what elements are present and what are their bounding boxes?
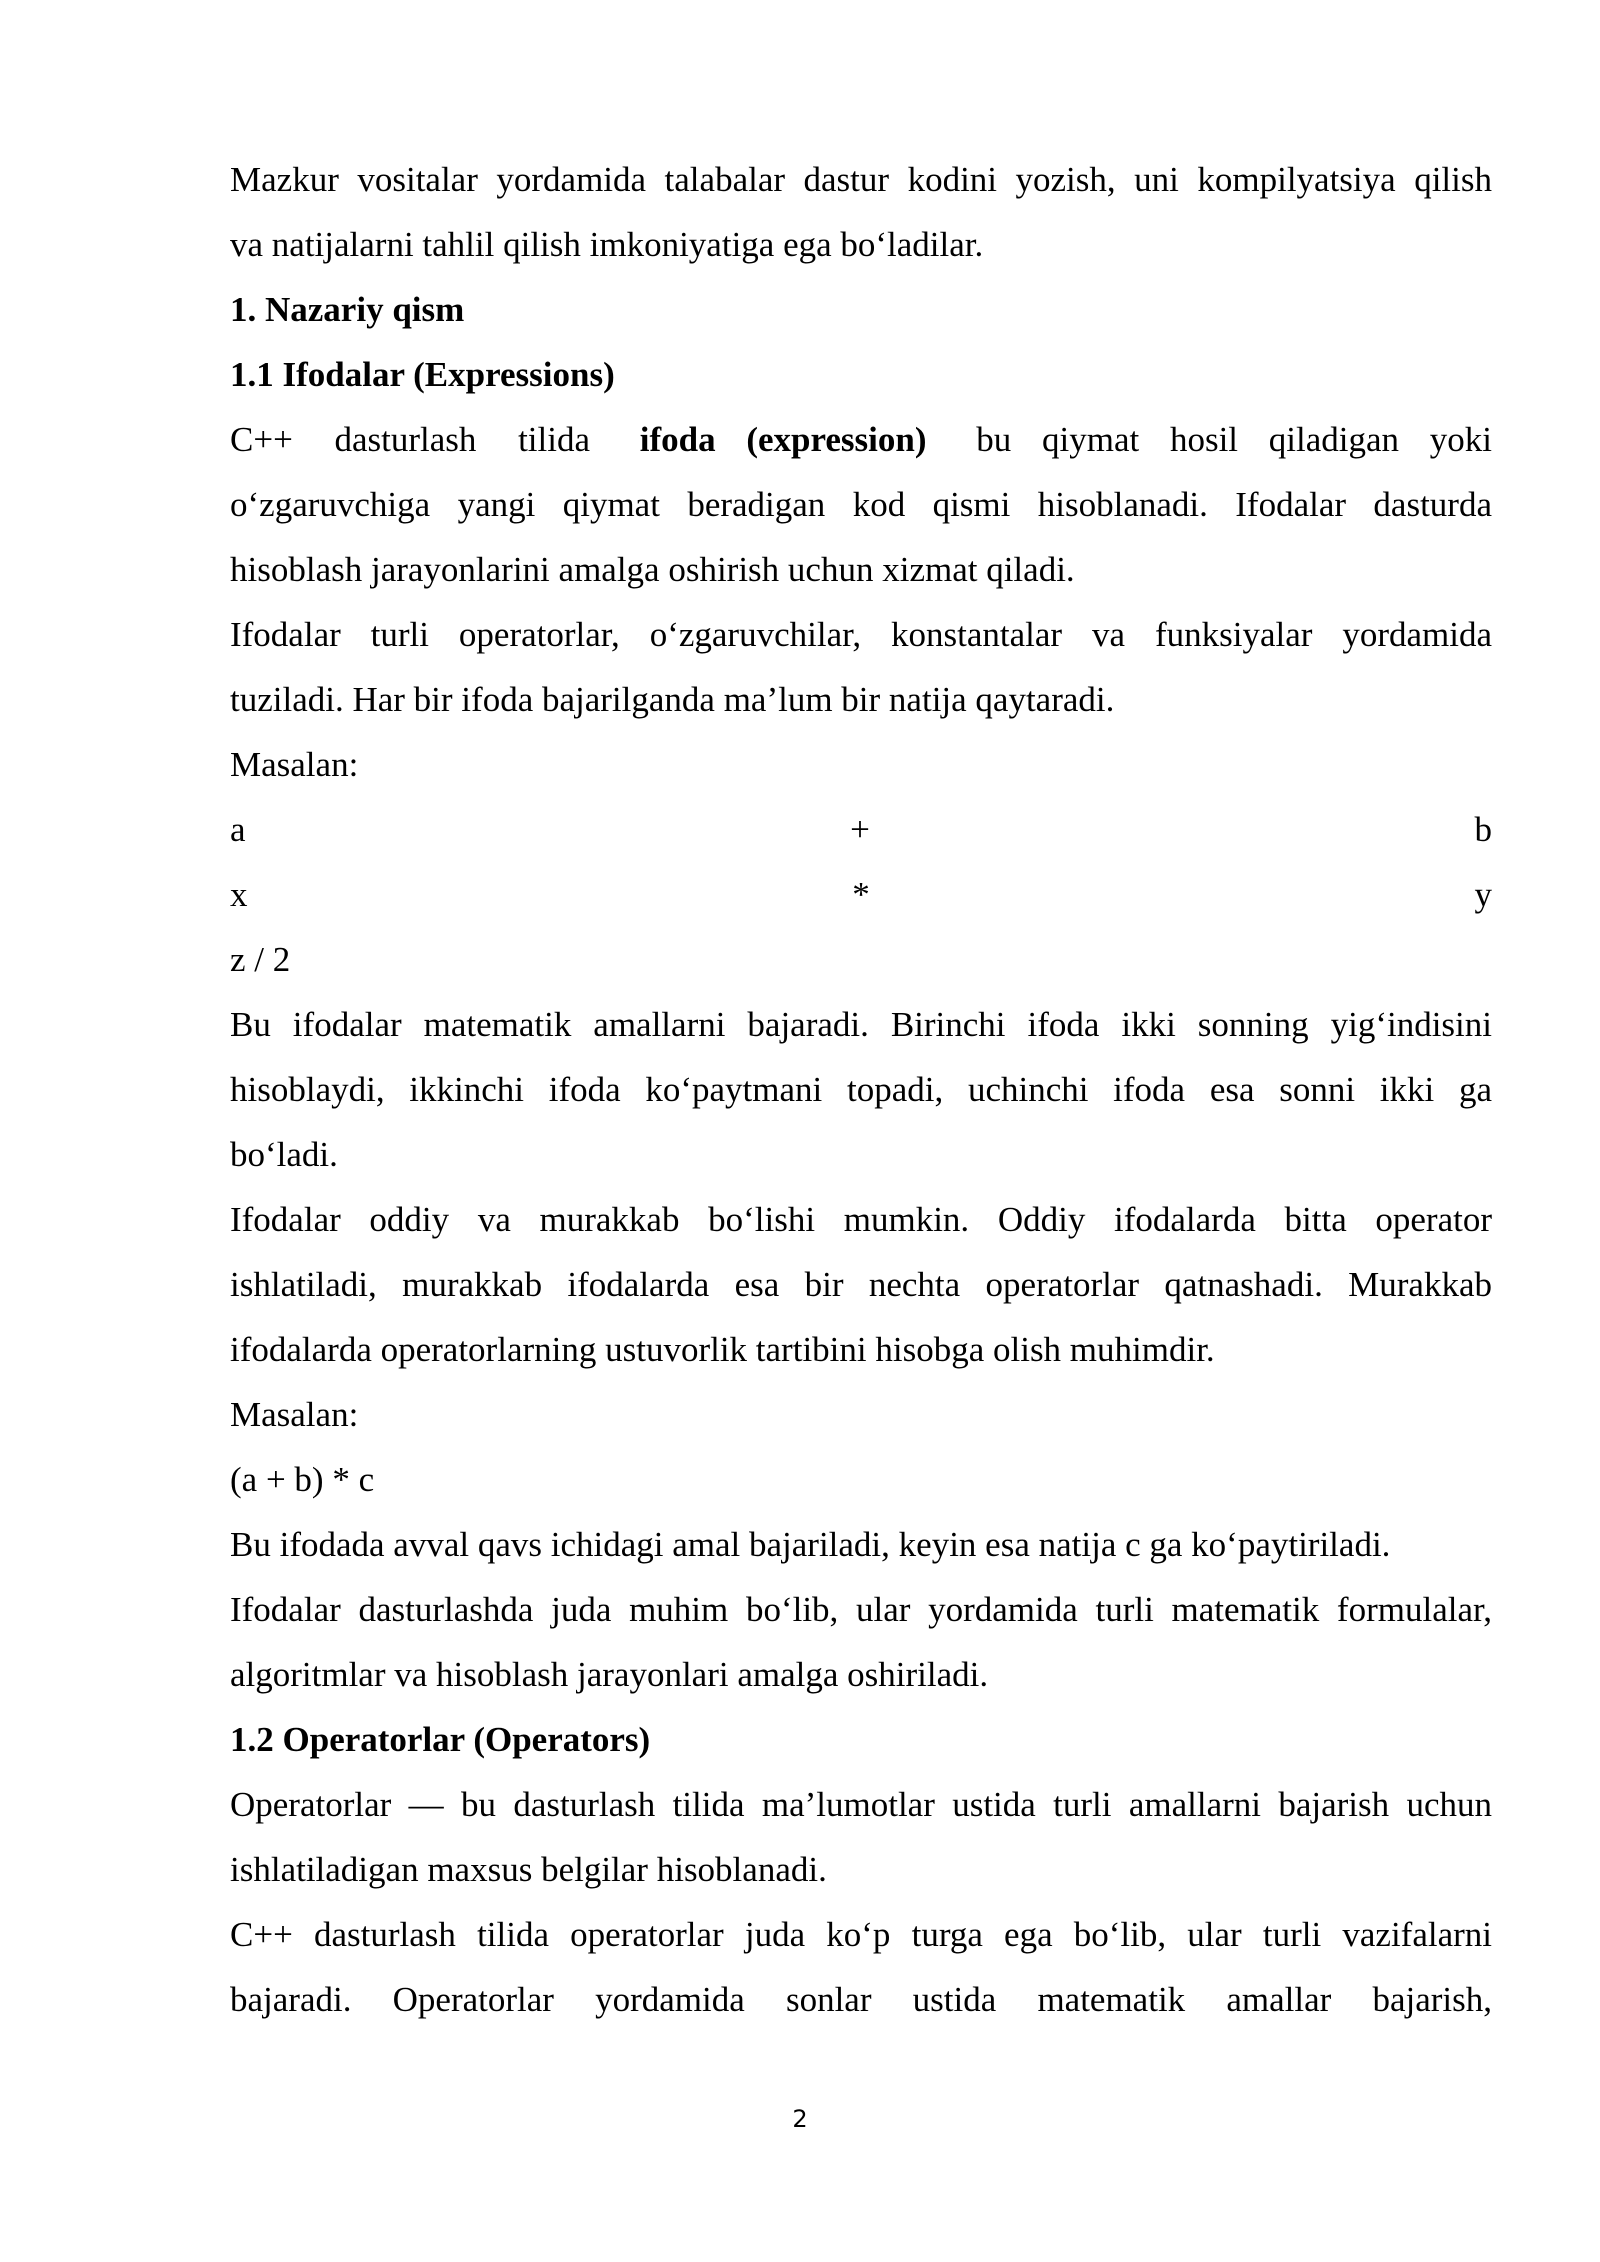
expr1-left: a bbox=[230, 810, 246, 849]
paragraph-6-line-1: Ifodalar dasturlashda juda muhim bo‘lib, ular yordamida turli matematik formulalar, bbox=[230, 1590, 1492, 1629]
expression-row-4: (a + b) * c bbox=[230, 1460, 375, 1499]
paragraph-8-line-1: C++ dasturlash tilida operatorlar juda ko‘p turga ega bo‘lib, ular turli vazifalarni bbox=[230, 1915, 1492, 1954]
expr1-right: b bbox=[1474, 810, 1492, 849]
paragraph-8-line-2: bajaradi. Operatorlar yordamida sonlar ustida matematik amallar bajarish, bbox=[230, 1980, 1492, 2019]
expr2-left: x bbox=[230, 875, 248, 914]
intro-line-2: va natijalarni tahlil qilish imkoniyatiga ega bo‘ladilar. bbox=[230, 225, 984, 264]
expr2-operator: * bbox=[852, 875, 870, 914]
paragraph-2-line-2: tuziladi. Har bir ifoda bajarilganda ma’lum bir natija qaytaradi. bbox=[230, 680, 1115, 719]
paragraph-3-line-1: Bu ifodalar matematik amallarni bajaradi. Birinchi ifoda ikki sonning yig‘indisini bbox=[230, 1005, 1492, 1044]
subsection-heading-1-2: 1.2 Operatorlar (Operators) bbox=[230, 1720, 651, 1759]
paragraph-3-line-2: hisoblaydi, ikkinchi ifoda ko‘paytmani topadi, uchinchi ifoda esa sonni ikki ga bbox=[230, 1070, 1492, 1109]
p1-text-c: bu qiymat hosil qiladigan yoki bbox=[976, 420, 1492, 459]
example-label-2: Masalan: bbox=[230, 1395, 359, 1434]
paragraph-4-line-1: Ifodalar oddiy va murakkab bo‘lishi mumkin. Oddiy ifodalarda bitta operator bbox=[230, 1200, 1492, 1239]
page-body bbox=[230, 147, 1492, 2032]
paragraph-6-line-2: algoritmlar va hisoblash jarayonlari amalga oshiriladi. bbox=[230, 1655, 989, 1694]
expr1-operator: + bbox=[850, 810, 870, 849]
paragraph-1-line-3: hisoblash jarayonlarini amalga oshirish uchun xizmat qiladi. bbox=[230, 550, 1075, 589]
p1-word-tilida: tilida bbox=[518, 420, 590, 459]
page-number: 2 bbox=[792, 2105, 808, 2133]
paragraph-1-line-2: o‘zgaruvchiga yangi qiymat beradigan kod qismi hisoblanadi. Ifodalar dasturda bbox=[230, 485, 1492, 524]
intro-line-1: Mazkur vositalar yordamida talabalar dastur kodini yozish, uni kompilyatsiya qilish bbox=[230, 160, 1492, 199]
expression-row-2 bbox=[230, 862, 1492, 927]
paragraph-3-line-3: bo‘ladi. bbox=[230, 1135, 338, 1174]
p1-text-a bbox=[230, 407, 590, 472]
paragraph-5-line-1: Bu ifodada avval qavs ichidagi amal bajariladi, keyin esa natija c ga ko‘paytiriladi. bbox=[230, 1525, 1391, 1564]
subsection-heading-1-1: 1.1 Ifodalar (Expressions) bbox=[230, 355, 615, 394]
example-label-1: Masalan: bbox=[230, 745, 359, 784]
expression-row-1 bbox=[230, 797, 1492, 862]
p1-bold-term: ifoda (expression) bbox=[639, 420, 927, 459]
section-heading-1: 1. Nazariy qism bbox=[230, 290, 465, 329]
paragraph-1-line-1 bbox=[230, 407, 1492, 472]
p1-word-cpp: C++ bbox=[230, 420, 293, 459]
expression-row-3: z / 2 bbox=[230, 940, 291, 979]
paragraph-4-line-2: ishlatiladi, murakkab ifodalarda esa bir nechta operatorlar qatnashadi. Murakkab bbox=[230, 1265, 1492, 1304]
paragraph-7-line-2: ishlatiladigan maxsus belgilar hisoblanadi. bbox=[230, 1850, 827, 1889]
paragraph-2-line-1: Ifodalar turli operatorlar, o‘zgaruvchilar, konstantalar va funksiyalar yordamida bbox=[230, 615, 1492, 654]
paragraph-4-line-3: ifodalarda operatorlarning ustuvorlik tartibini hisobga olish muhimdir. bbox=[230, 1330, 1215, 1369]
paragraph-7-line-1: Operatorlar — bu dasturlash tilida ma’lumotlar ustida turli amallarni bajarish uchun bbox=[230, 1785, 1492, 1824]
p1-word-dasturlash: dasturlash bbox=[334, 420, 477, 459]
expr2-right: y bbox=[1474, 875, 1492, 914]
